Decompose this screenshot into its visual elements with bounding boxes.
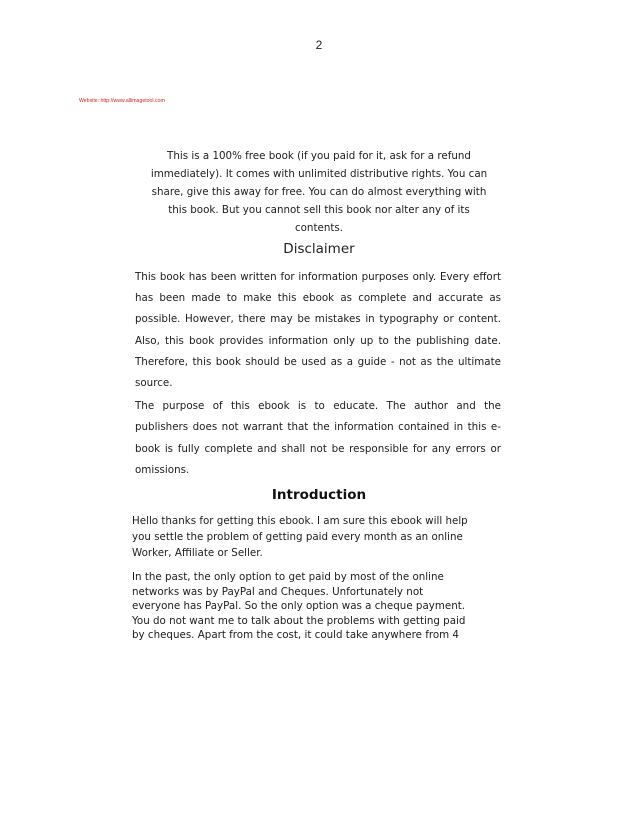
intro-line: Hello thanks for getting this ebook. I am sure this ebook will help bbox=[132, 515, 468, 527]
notice-line: share, give this away for free. You can do almost everything with bbox=[151, 186, 487, 198]
intro-line: by cheques. Apart from the cost, it could take anywhere from 4 bbox=[132, 629, 459, 642]
notice-line: contents. bbox=[294, 222, 344, 234]
website-link[interactable]: Website: http://www.allimagetool.com bbox=[79, 98, 165, 104]
introduction-heading: Introduction bbox=[271, 487, 367, 503]
free-book-notice bbox=[132, 147, 506, 237]
disclaimer-heading: Disclaimer bbox=[283, 241, 355, 257]
intro-line: everyone has PayPal. So the only option was a cheque payment. bbox=[132, 600, 466, 613]
page-number: 2 bbox=[315, 38, 323, 52]
introduction-paragraph-2 bbox=[132, 570, 512, 643]
intro-line: In the past, the only option to get paid by most of the online bbox=[132, 571, 444, 583]
intro-line: Worker, Affiliate or Seller. bbox=[132, 547, 263, 560]
intro-line: networks was by PayPal and Cheques. Unfortunately not bbox=[132, 585, 424, 598]
disclaimer-paragraph-2: The purpose of this ebook is to educate. The author and the publishers does not warrant that the information contained in this e-book is fully complete and shall not be responsible for any errors or omissions. bbox=[135, 400, 501, 477]
notice-line: this book. But you cannot sell this book nor alter any of its bbox=[168, 204, 470, 216]
notice-line: immediately). It comes with unlimited distributive rights. You can bbox=[150, 168, 488, 180]
intro-line: You do not want me to talk about the problems with getting paid bbox=[132, 614, 466, 627]
introduction-paragraph-1 bbox=[132, 513, 512, 562]
intro-line: you settle the problem of getting paid every month as an online bbox=[132, 531, 463, 544]
notice-line: This is a 100% free book (if you paid for it, ask for a refund bbox=[167, 150, 471, 162]
disclaimer-paragraph-1: This book has been written for information purposes only. Every effort has been made to make this ebook as complete and accurate as possible. However, there may be mistakes in typography or content. Also, this book provides information only up to the publishing date. Therefore, this book should be used as a guide - not as the ultimate source. bbox=[135, 271, 501, 390]
